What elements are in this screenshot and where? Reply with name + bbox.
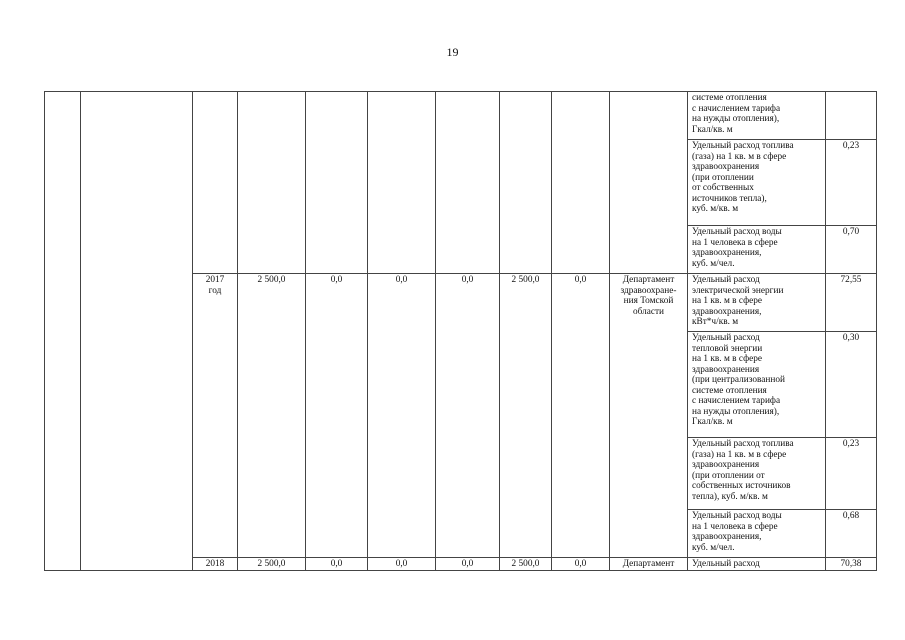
amount-local-cell: 0,0 (436, 558, 500, 571)
amount-local-cell: 0,0 (436, 274, 500, 558)
indicator-value-cell (826, 92, 877, 140)
indicator-value-cell: 70,38 (826, 558, 877, 571)
amount-regional-cell: 0,0 (368, 274, 436, 558)
amount-federal-cell: 0,0 (306, 558, 368, 571)
year-cell: 2018 (193, 558, 238, 571)
indicator-value-cell: 72,55 (826, 274, 877, 332)
page-number: 19 (446, 45, 459, 59)
indicator-name-cell: Удельный расход тепловой энергии на 1 кв. м в сфере здравоохранения (при централизованной системе отопления с начислением тарифа на нужды отопления), Гкал/кв. м (688, 332, 826, 438)
amount-extra-cell: 0,0 (552, 558, 610, 571)
amount-extra-cell (552, 92, 610, 274)
amount-total-cell: 2 500,0 (238, 558, 306, 571)
amount-federal-cell (306, 92, 368, 274)
empty-cell-number (45, 92, 81, 571)
amount-total-cell: 2 500,0 (238, 274, 306, 558)
empty-cell-measure (81, 92, 193, 571)
indicator-value-cell: 0,23 (826, 438, 877, 510)
indicator-name-cell: Удельный расход (688, 558, 826, 571)
department-cell: Департамент (610, 558, 688, 571)
year-cell: 2017 год (193, 274, 238, 558)
indicator-name-cell: системе отопления с начислением тарифа на нужды отопления), Гкал/кв. м (688, 92, 826, 140)
indicator-name-cell: Удельный расход электрической энергии на 1 кв. м в сфере здравоохранения, кВт*ч/кв. м (688, 274, 826, 332)
department-cell: Департамент здравоохране- ния Томской области (610, 274, 688, 558)
amount-extra-cell: 0,0 (552, 274, 610, 558)
amount-regional-cell: 0,0 (368, 558, 436, 571)
amount-other-cell: 2 500,0 (500, 274, 552, 558)
department-cell (610, 92, 688, 274)
indicator-value-cell: 0,68 (826, 510, 877, 558)
table-row (45, 92, 877, 140)
amount-federal-cell: 0,0 (306, 274, 368, 558)
amount-other-cell: 2 500,0 (500, 558, 552, 571)
indicator-name-cell: Удельный расход воды на 1 человека в сфере здравоохранения, куб. м/чел. (688, 510, 826, 558)
indicator-value-cell: 0,23 (826, 140, 877, 226)
indicator-name-cell: Удельный расход воды на 1 человека в сфере здравоохранения, куб. м/чел. (688, 226, 826, 274)
indicator-value-cell: 0,70 (826, 226, 877, 274)
indicator-value-cell: 0,30 (826, 332, 877, 438)
amount-regional-cell (368, 92, 436, 274)
amount-total-cell (238, 92, 306, 274)
amount-other-cell (500, 92, 552, 274)
amount-local-cell (436, 92, 500, 274)
year-cell (193, 92, 238, 274)
program-table (44, 91, 877, 571)
indicator-name-cell: Удельный расход топлива (газа) на 1 кв. м в сфере здравоохранения (при отоплении от собственных источников тепла), куб. м/кв. м (688, 140, 826, 226)
indicator-name-cell: Удельный расход топлива (газа) на 1 кв. м в сфере здравоохранения (при отоплении от собственных источников тепла), куб. м/кв. м (688, 438, 826, 510)
